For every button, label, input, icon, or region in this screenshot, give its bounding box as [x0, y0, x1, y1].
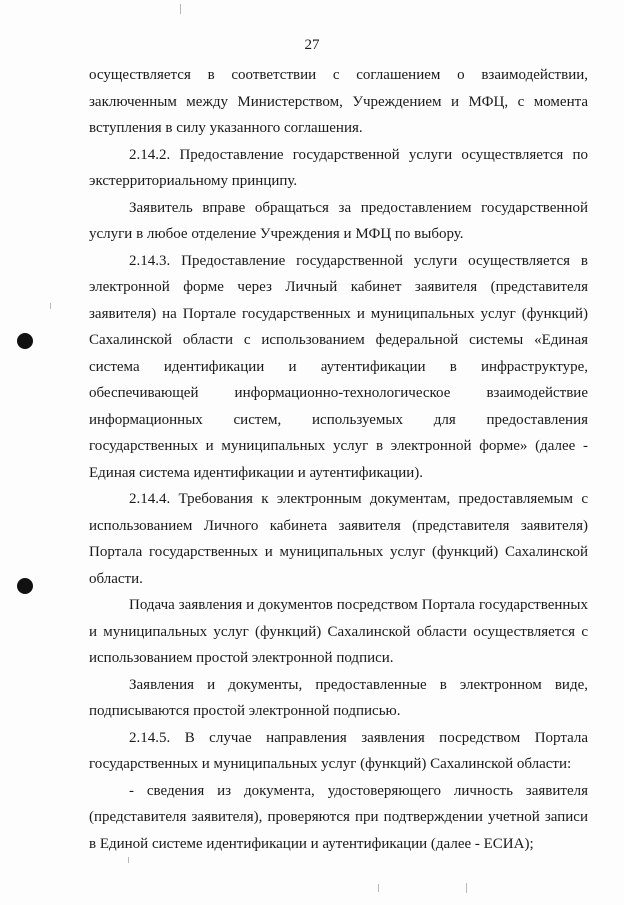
text-line: Подача заявления и документов посредством Портала государственных — [129, 597, 588, 613]
text-line: - сведения из документа, удостоверяющего личность заявителя — [129, 782, 588, 799]
text-line: Сахалинской области с использованием федеральной системы «Единая — [89, 332, 588, 348]
text-line: 2.14.4. Требования к электронным документам, предоставляемым с — [129, 491, 588, 507]
text-line: государственных и муниципальных услуг в электронной форме» (далее - — [89, 438, 588, 454]
text-line: Единая система идентификации и аутентификации). — [89, 464, 424, 481]
text-line: Заявитель вправе обращаться за предоставлением государственной — [129, 199, 588, 216]
text-line: 2.14.5. В случае направления заявления посредством Портала — [129, 729, 588, 746]
scan-speck — [128, 857, 129, 863]
text-line: использованием Личного кабинета заявителя (представителя заявителя) — [89, 517, 588, 534]
text-line: осуществляется в соответствии с соглашением о взаимодействии, — [89, 67, 588, 83]
text-line: (представителя заявителя), проверяются при подтверждении учетной записи — [89, 809, 588, 825]
text-line: вступления в силу указанного соглашения. — [89, 120, 363, 136]
text-line: 2.14.3. Предоставление государственной услуги осуществляется в — [129, 252, 588, 269]
text-line: 2.14.2. Предоставление государственной услуги осуществляется по — [129, 146, 588, 163]
text-line: в Единой системе идентификации и аутентификации (далее - ЕСИА); — [89, 835, 534, 852]
punch-hole-upper — [17, 333, 33, 349]
text-line: и муниципальных услуг (функций) Сахалинской области осуществляется с — [89, 623, 588, 640]
scan-speck — [466, 883, 467, 893]
text-line: Заявления и документы, предоставленные в электронном виде, — [129, 676, 588, 693]
text-line: экстерриториальному принципу. — [89, 173, 298, 189]
punch-hole-lower — [17, 578, 33, 594]
text-line: заключенным между Министерством, Учреждением и МФЦ, с момента — [89, 93, 588, 110]
scan-speck — [50, 303, 51, 309]
text-line: Портала государственных и муниципальных услуг (функций) Сахалинской — [89, 544, 588, 560]
text-line: обеспечивающей информационно-технологическое взаимодействие — [89, 385, 588, 401]
text-line: информационных систем, используемых для предоставления — [89, 411, 588, 428]
text-line: система идентификации и аутентификации в инфраструктуре, — [89, 358, 588, 375]
page-number: 27 — [304, 37, 320, 53]
text-line: заявителя) на Портале государственных и муниципальных услуг (функций) — [89, 305, 588, 322]
text-line: использованием простой электронной подписи. — [89, 650, 394, 666]
scan-speck — [180, 4, 181, 14]
text-line: подписываются простой электронной подписью. — [89, 703, 401, 719]
document-body — [89, 62, 588, 857]
text-line: государственных и муниципальных услуг (функций) Сахалинской области: — [89, 756, 572, 772]
scan-speck — [378, 884, 379, 892]
text-line: области. — [89, 570, 143, 587]
text-line: услуги в любое отделение Учреждения и МФЦ по выбору. — [89, 226, 464, 242]
text-line: электронной форме через Личный кабинет заявителя (представителя — [89, 279, 588, 295]
